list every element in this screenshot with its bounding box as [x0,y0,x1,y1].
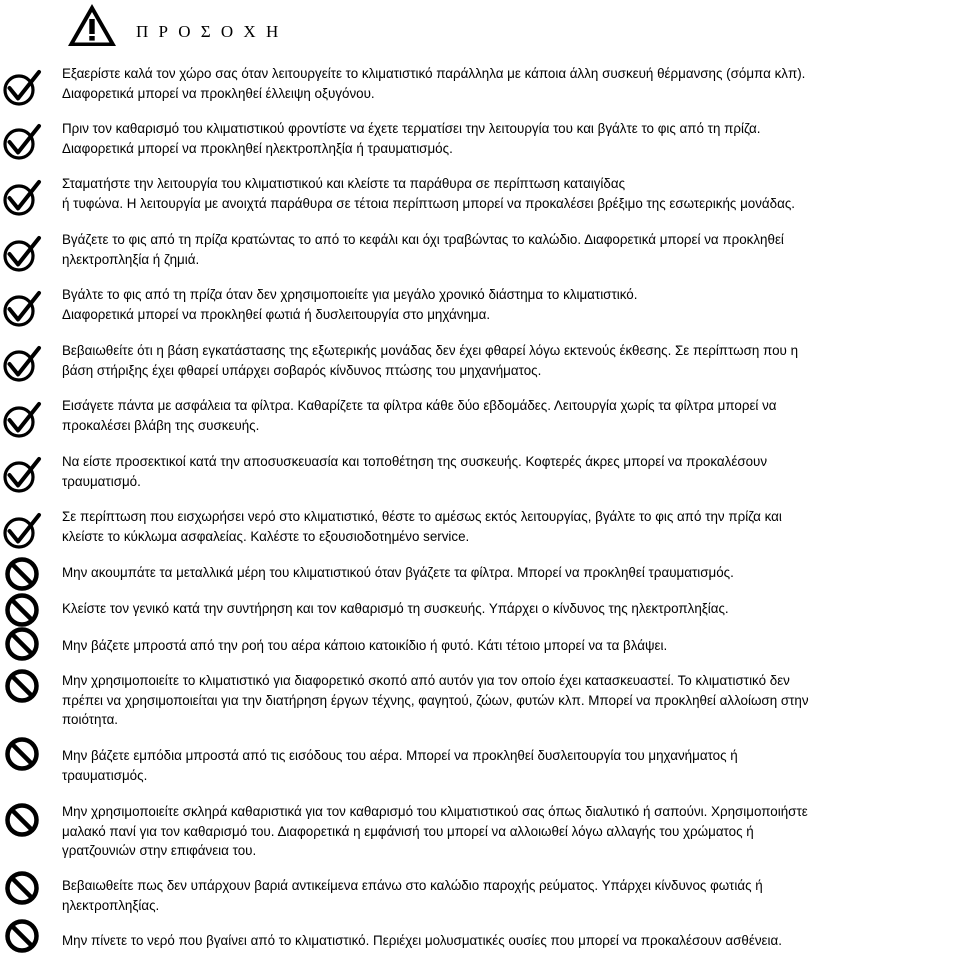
prohibited-icon [2,868,42,908]
warning-triangle-icon [66,2,118,48]
prohibited-icon [2,554,42,594]
prohibited-icon [2,734,42,774]
warning-title: Π Ρ Ο Σ Ο Χ Η [136,22,282,41]
warning-item-text: Βγάλτε το φις από τη πρίζα όταν δεν χρησιμοποιείτε για μεγάλο χρονικό διάστημα το κλιματιστικό. Διαφορετικά μπορεί να προκληθεί φωτιά ή δυσλειτουργία στο μηχάνημα. [62,287,638,322]
warning-item-text: Κλείστε τον γενικό κατά την συντήρηση και τον καθαρισμό τη συσκευής. Υπάρχει ο κίνδυνος της ηλεκτροπληξίας. [62,601,729,616]
check-icon [2,344,42,384]
warning-item-text: Μην χρησιμοποιείτε σκληρά καθαριστικά για τον καθαρισμό του κλιματιστικού σας όπως διαλυτικό ή σαπούνι. Χρησιμοποιήστε μαλακό πανί για τον καθαρισμό του. Διαφορετικά η εμφάνισή του μπορεί να αλλοιωθεί λόγω αλλαγής του χρώματος ή γρατζουνιών στην επιφάνεια του. [62,804,808,858]
warning-item-text: Μην ακουμπάτε τα μεταλλικά μέρη του κλιματιστικού όταν βγάζετε τα φίλτρα. Μπορεί να προκληθεί τραυματισμός. [62,565,734,580]
check-icon [2,178,42,218]
warning-item-text: Μην βάζετε μπροστά από την ροή του αέρα κάποιο κατοικίδιο ή φυτό. Κάτι τέτοιο μπορεί να τα βλάψει. [62,638,668,653]
prohibited-icon [2,666,42,706]
warning-header [66,2,281,48]
warning-item-text: Μην πίνετε το νερό που βγαίνει από το κλιματιστικό. Περιέχει μολυσματικές ουσίες που μπορεί να προκαλέσουν ασθένεια. [62,933,782,948]
check-icon [2,455,42,495]
check-icon [2,511,42,551]
prohibited-icon [2,624,42,664]
check-icon [2,68,42,108]
prohibited-icon [2,916,42,956]
check-icon [2,122,42,162]
check-icon [2,289,42,329]
check-icon [2,234,42,274]
warning-item-text: Βεβαιωθείτε ότι η βάση εγκατάστασης της εξωτερικής μονάδας δεν έχει φθαρεί λόγω εκτενούς έκθεσης. Σε περίπτωση που η βάση στήριξης έχει φθαρεί υπάρχει σοβαρός κίνδυνος πτώσης του μηχανήματος. [62,343,799,378]
check-icon [2,400,42,440]
warning-item-text: Βγάζετε το φις από τη πρίζα κρατώντας το από το κεφάλι και όχι τραβώντας το καλώδιο. Διαφορετικά μπορεί να προκληθεί ηλεκτροπληξία ή ζημιά. [62,232,784,267]
warning-item-text: Να είστε προσεκτικοί κατά την αποσυσκευασία και τοποθέτηση της συσκευής. Κοφτερές άκρες μπορεί να προκαλέσουν τραυματισμό. [62,454,768,489]
warning-item-text: Μην βάζετε εμπόδια μπροστά από τις εισόδους του αέρα. Μπορεί να προκληθεί δυσλειτουργία του μηχανήματος ή τραυματισμός. [62,748,738,783]
warning-item-text: Πριν τον καθαρισμό του κλιματιστικού φροντίστε να έχετε τερματίσει την λειτουργία του και βγάλτε το φις από τη πρίζα. Διαφορετικά μπορεί να προκληθεί ηλεκτροπληξία ή τραυματισμός. [62,121,761,156]
warning-item-text: Εξαερίστε καλά τον χώρο σας όταν λειτουργείτε το κλιματιστικό παράλληλα με κάποια άλλη συσκευή θέρμανσης (σόμπα κλπ). Διαφορετικά μπορεί να προκληθεί έλλειψη οξυγόνου. [62,66,806,101]
warning-item-text: Μην χρησιμοποιείτε το κλιματιστικό για διαφορετικό σκοπό από αυτόν για τον οποίο έχει κατασκευαστεί. Το κλιματιστικό δεν πρέπει να χρησιμοποιείται για την διατήρηση έργων τέχνης, φαγητού, ζώων, φυτών κλπ. Μπορεί να προκληθεί αλλοίωση στην ποιότητα. [62,673,809,727]
warning-item-text: Εισάγετε πάντα με ασφάλεια τα φίλτρα. Καθαρίζετε τα φίλτρα κάθε δύο εβδομάδες. Λειτουργία χωρίς τα φίλτρα μπορεί να προκαλέσει βλάβη της συσκευής. [62,398,777,433]
warning-item-text: Σταματήστε την λειτουργία του κλιματιστικού και κλείστε τα παράθυρα σε περίπτωση καταιγίδας ή τυφώνα. Η λειτουργία με ανοιχτά παράθυρα σε τέτοια περίπτωση μπορεί να προκαλέσει βρέξιμο της εσωτερικής μονάδας. [62,176,796,211]
prohibited-icon [2,800,42,840]
warning-item-text: Βεβαιωθείτε πως δεν υπάρχουν βαριά αντικείμενα επάνω στο καλώδιο παροχής ρεύματος. Υπάρχει κίνδυνος φωτιάς ή ηλεκτροπληξίας. [62,878,763,913]
warning-item-text: Σε περίπτωση που εισχωρήσει νερό στο κλιματιστικό, θέστε το αμέσως εκτός λειτουργίας, βγάλτε το φις από την πρίζα και κλείστε το κύκλωμα ασφαλείας. Καλέστε το εξουσιοδοτημένο service. [62,509,782,544]
